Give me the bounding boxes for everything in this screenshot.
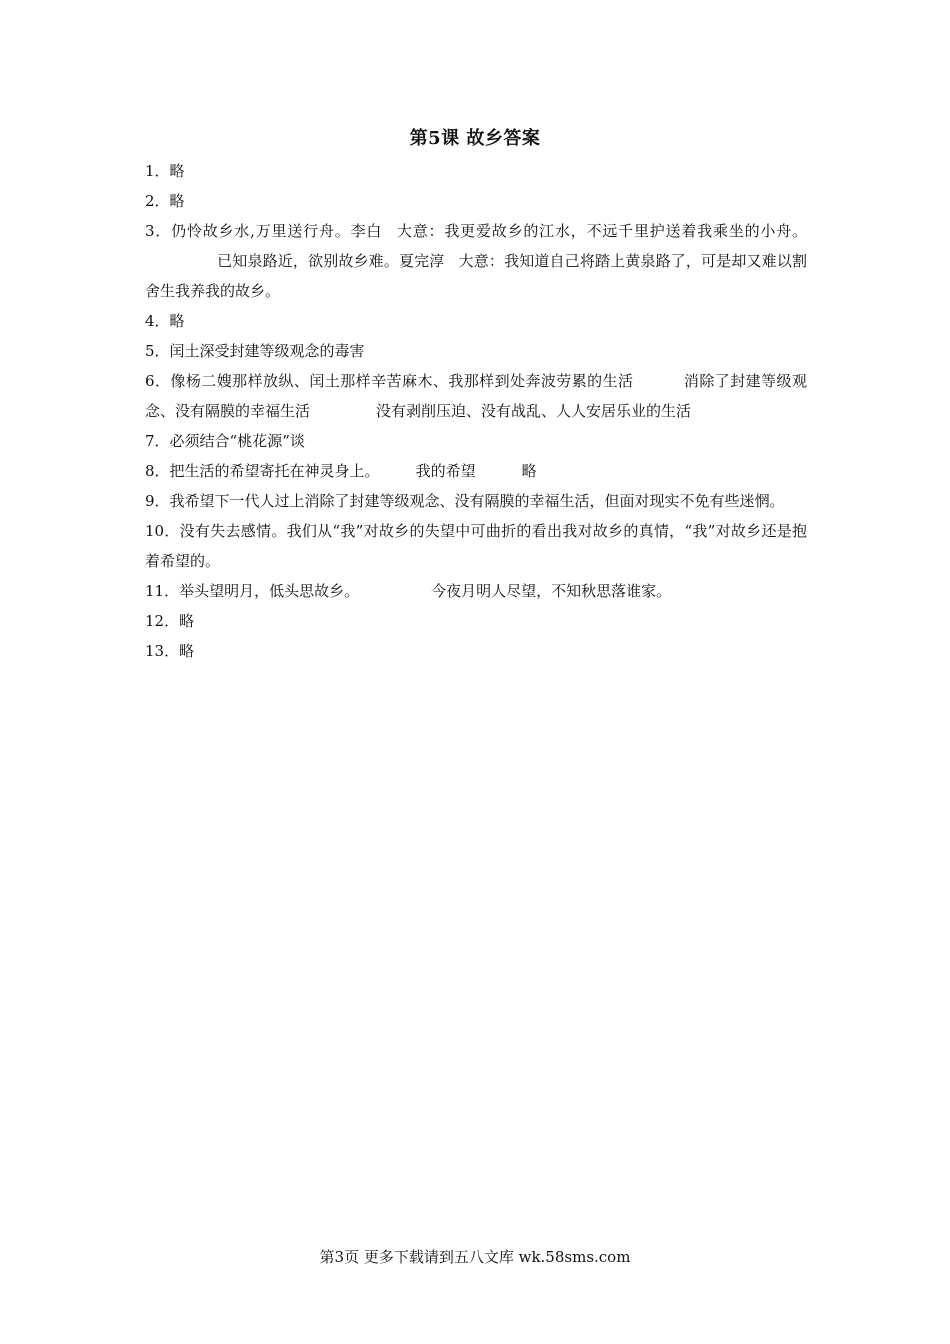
answer-text: 像杨二嫂那样放纵、闰土那样辛苦麻木、我那样到处奔波劳累的生活 [170,372,634,390]
answer-item-2 [145,186,807,216]
answer-text: 必须结合“桃花源”谈 [169,432,305,450]
answer-text: 消除了封建等级观念、没有隔膜的幸福生活 [145,372,807,420]
poem-line: 举头望明月，低头思故乡。 [179,582,360,600]
answer-number: 2． [145,192,170,210]
poem-line: 今夜月明人尽望，不知秋思落谁家。 [431,582,672,600]
answer-number: 3． [145,222,172,240]
answer-item-3 [145,216,807,306]
answer-item-13 [145,636,807,666]
answer-number: 7． [145,432,170,450]
answer-number: 13． [145,642,180,660]
answer-text: 我希望下一代人过上消除了封建等级观念、没有隔膜的幸福生活，但面对现实不免有些迷惘。 [169,492,785,510]
answer-text: 闰土深受封建等级观念的毒害 [169,342,365,360]
answer-text: 没有剥削压迫、没有战乱、人人安居乐业的生活 [376,402,692,420]
answer-item-11 [145,576,807,606]
answer-text: 略 [169,192,185,210]
answer-text: 略 [169,312,185,330]
answer-number: 8． [145,462,170,480]
answer-number: 10． [145,522,180,540]
answer-number: 5． [145,342,170,360]
poem-meaning: 大意：我更爱故乡的江水，不远千里护送着我乘坐的小舟。 [396,222,807,240]
answer-item-10 [145,516,807,576]
answer-text: 我的希望 [415,462,476,480]
answer-item-4 [145,306,807,336]
answer-number: 1． [145,162,170,180]
poem-line: 仍怜故乡水,万里送行舟。李白 [171,222,383,240]
answer-item-8 [145,456,807,486]
answer-number: 12． [145,612,180,630]
answer-item-9 [145,486,807,516]
answer-text: 略 [179,612,195,630]
answer-text: 略 [169,162,185,180]
answer-item-5 [145,336,807,366]
answer-number: 11． [145,582,180,600]
poem-meaning: 大意：我知道自己将踏上黄泉路了，可是却又难以割舍生我养我的故乡。 [145,252,807,300]
answer-text: 略 [179,642,195,660]
poem-line: 已知泉路近，欲别故乡难。夏完淳 [217,252,445,270]
answer-text: 略 [521,462,537,480]
answer-number: 6． [145,372,171,390]
answer-number: 9． [145,492,170,510]
answer-item-1 [145,156,807,186]
answer-text: 没有失去感情。我们从“我”对故乡的失望中可曲折的看出我对故乡的真情，“我”对故乡还是抱着希望的。 [145,522,807,570]
page-title: 第5课 故乡答案 [409,128,541,149]
answer-list [145,156,807,666]
answer-item-7 [145,426,807,456]
page-footer: 第3页 更多下载请到五八文库 wk.58sms.com [319,1248,631,1266]
answer-number: 4． [145,312,170,330]
answer-item-6 [145,366,807,426]
answer-item-12 [145,606,807,636]
answer-text: 把生活的希望寄托在神灵身上。 [169,462,380,480]
